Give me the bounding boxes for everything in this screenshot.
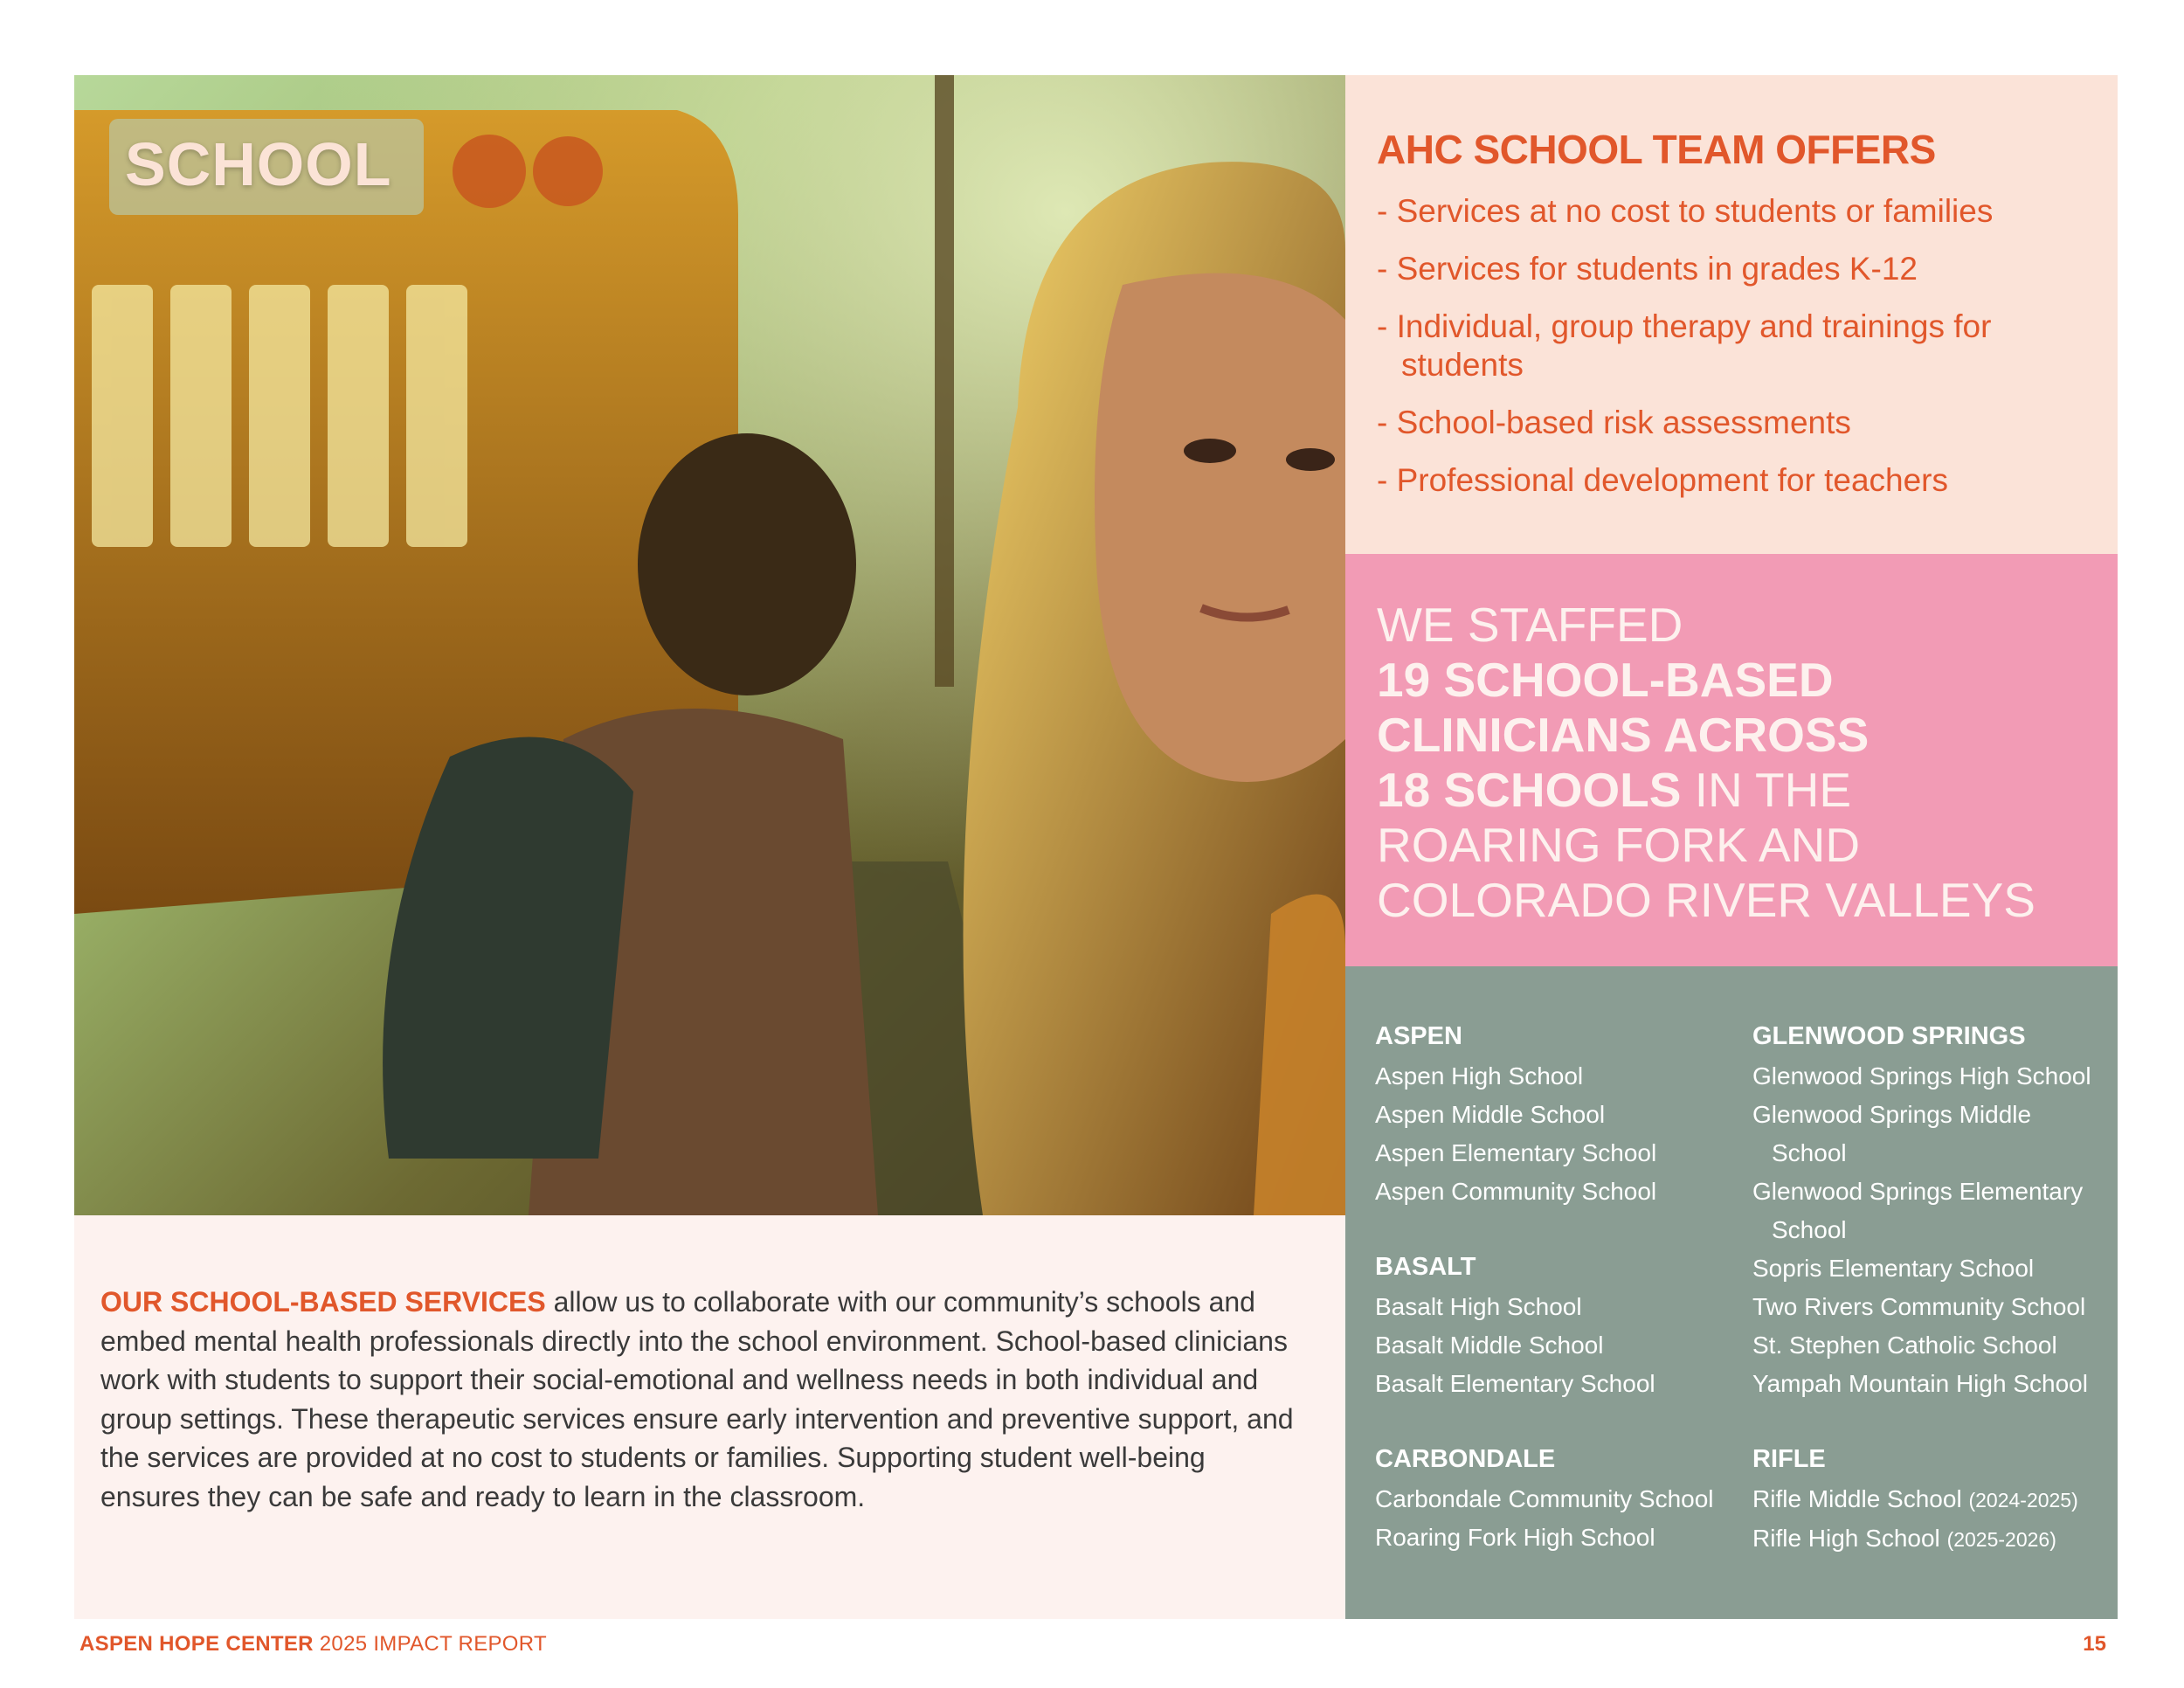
school-name: Rifle Middle School	[1752, 1485, 1962, 1512]
school-group-rifle	[1752, 1442, 2119, 1559]
stat-panel	[1345, 554, 2118, 966]
girl-front-face	[1095, 273, 1345, 782]
stat-highlight: 18 SCHOOLS	[1377, 763, 1682, 817]
offers-heading: AHC SCHOOL TEAM OFFERS	[1377, 127, 1936, 172]
photo-illustration	[74, 75, 1345, 1215]
schools-column-left	[1375, 1019, 1742, 1595]
school-years: (2025-2026)	[1946, 1528, 2056, 1551]
girl-back-head	[638, 433, 856, 695]
school-item: Sopris Elementary School	[1752, 1255, 2035, 1282]
school-item: Roaring Fork High School	[1375, 1524, 1655, 1551]
hero-photo	[74, 75, 1345, 1215]
group-heading: ASPEN	[1375, 1022, 1462, 1050]
group-heading: CARBONDALE	[1375, 1445, 1556, 1473]
offer-item: - Individual, group therapy and trainings for students	[1377, 308, 1992, 383]
stat-line: CLINICIANS ACROSS	[1377, 708, 1870, 762]
offer-item: - School-based risk assessments	[1377, 405, 1851, 440]
school-item: Yampah Mountain High School	[1752, 1370, 2088, 1397]
group-heading: RIFLE	[1752, 1445, 1826, 1473]
schools-column-right	[1752, 1019, 2119, 1597]
stat-line: 19 SCHOOL-BASED	[1377, 653, 1834, 707]
footer	[79, 1632, 547, 1657]
stat-line	[1377, 763, 2100, 818]
school-item: Aspen Community School	[1375, 1178, 1657, 1205]
school-item: Aspen Middle School	[1375, 1101, 1606, 1128]
school-group-carbondale	[1375, 1442, 1742, 1557]
school-group-basalt	[1375, 1249, 1742, 1403]
school-years: (2024-2025)	[1968, 1489, 2078, 1512]
offer-item: - Services at no cost to students or families	[1377, 193, 1994, 229]
footer-report: 2025 IMPACT REPORT	[313, 1632, 547, 1656]
services-body: allow us to collaborate with our community’s schools and embed mental health professionals directly into the school environment. School-based clinicians work with students to support their social-emotional and wellness needs in both individual and group settings. These therapeutic services ensure early intervention and preventive support, and the services are provided at no cost to students or families. Supporting student well-being ensures they can be safe and ready to learn in the classroom.	[100, 1286, 1294, 1512]
group-heading: GLENWOOD SPRINGS	[1752, 1022, 2026, 1050]
offers-list	[1377, 192, 2098, 500]
group-heading: BASALT	[1375, 1253, 1476, 1281]
offer-item: - Professional development for teachers	[1377, 462, 1949, 498]
schools-panel	[1345, 966, 2118, 1619]
stat-line: ROARING FORK AND	[1377, 818, 1861, 872]
offer-item: - Services for students in grades K-12	[1377, 251, 1918, 287]
page-number: 15	[2083, 1632, 2106, 1656]
school-name: Rifle High School	[1752, 1525, 1940, 1552]
school-item: Two Rivers Community School	[1752, 1293, 2086, 1320]
school-item: Glenwood Springs High School	[1752, 1062, 2091, 1090]
school-group-aspen	[1375, 1019, 1742, 1211]
school-item	[1752, 1519, 2119, 1559]
school-item: Basalt Elementary School	[1375, 1370, 1655, 1397]
services-panel	[74, 1215, 1345, 1619]
footer-brand: ASPEN HOPE CENTER	[79, 1632, 314, 1656]
school-item: St. Stephen Catholic School	[1752, 1332, 2057, 1359]
school-item: Aspen Elementary School	[1375, 1139, 1657, 1166]
school-item: Glenwood Springs Elementary School	[1752, 1178, 2084, 1243]
services-lead: OUR SCHOOL-BASED SERVICES	[100, 1286, 546, 1318]
school-item: Carbondale Community School	[1375, 1485, 1714, 1512]
offers-panel	[1345, 75, 2118, 554]
services-paragraph	[100, 1283, 1310, 1516]
school-item: Basalt High School	[1375, 1293, 1582, 1320]
school-item	[1752, 1480, 2119, 1519]
stat-line: COLORADO RIVER VALLEYS	[1377, 873, 2035, 927]
stat-text: IN THE	[1681, 763, 1852, 817]
school-group-glenwood	[1752, 1019, 2119, 1403]
school-item: Basalt Middle School	[1375, 1332, 1604, 1359]
school-item: Glenwood Springs Middle School	[1752, 1101, 2032, 1166]
school-item: Aspen High School	[1375, 1062, 1584, 1090]
stat-line: WE STAFFED	[1377, 598, 1683, 652]
photo-title: SCHOOL	[125, 130, 392, 198]
